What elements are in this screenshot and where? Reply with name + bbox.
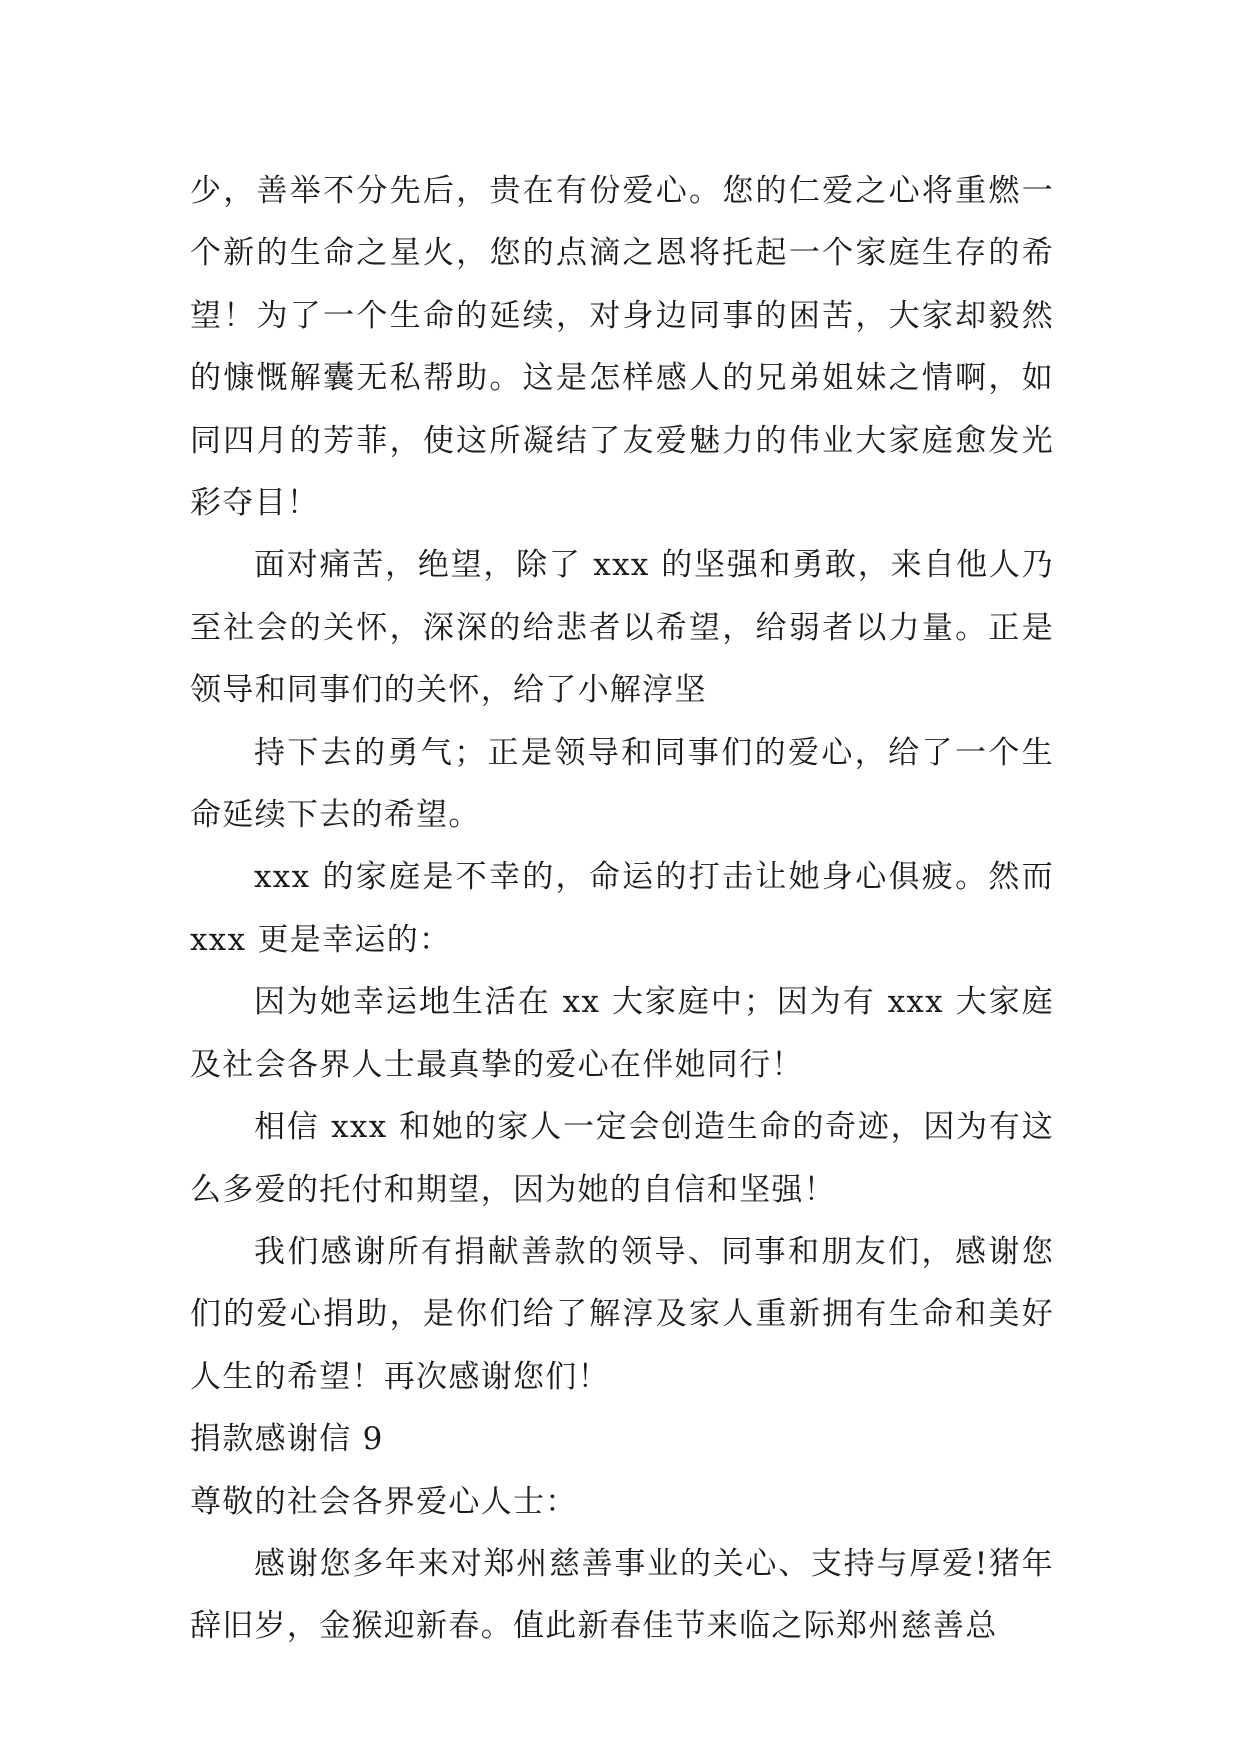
document-body	[190, 160, 1054, 1658]
paragraph-3: 持下去的勇气；正是领导和同事们的爱心，给了一个生命延续下去的希望。	[190, 734, 1054, 834]
paragraph-6: 相信 xxx 和她的家人一定会创造生命的奇迹，因为有这么多爱的托付和期望，因为她的自信和坚强！	[190, 1109, 1054, 1208]
paragraph-2: 面对痛苦，绝望，除了 xxx 的坚强和勇敢，来自他人乃至社会的关怀，深深的给悲者以希望，给弱者以力量。正是领导和同事们的关怀，给了小解淳坚	[190, 547, 1054, 709]
letter-title: 捐款感谢信 9	[190, 1421, 384, 1458]
salutation: 尊敬的社会各界爱心人士：	[190, 1483, 578, 1520]
paragraph-7: 我们感谢所有捐献善款的领导、同事和朋友们，感谢您们的爱心捐助，是你们给了解淳及家人重新拥有生命和美好人生的希望！再次感谢您们！	[190, 1233, 1054, 1395]
paragraph-4: xxx 的家庭是不幸的，命运的打击让她身心俱疲。然而 xxx 更是幸运的：	[190, 859, 1054, 958]
paragraph-8: 感谢您多年来对郑州慈善事业的关心、支持与厚爱!猪年辞旧岁，金猴迎新春。值此新春佳节来临之际郑州慈善总	[190, 1545, 1054, 1645]
paragraph-5: 因为她幸运地生活在 xx 大家庭中；因为有 xxx 大家庭及社会各界人士最真挚的爱心在伴她同行！	[190, 984, 1054, 1083]
paragraph-1: 少，善举不分先后，贵在有份爱心。您的仁爱之心将重燃一个新的生命之星火，您的点滴之恩将托起一个家庭生存的希望！为了一个生命的延续，对身边同事的困苦，大家却毅然的慷慨解囊无私帮助。这是怎样感人的兄弟姐妹之情啊，如同四月的芳菲，使这所凝结了友爱魅力的伟业大家庭愈发光彩夺目！	[190, 173, 1054, 522]
